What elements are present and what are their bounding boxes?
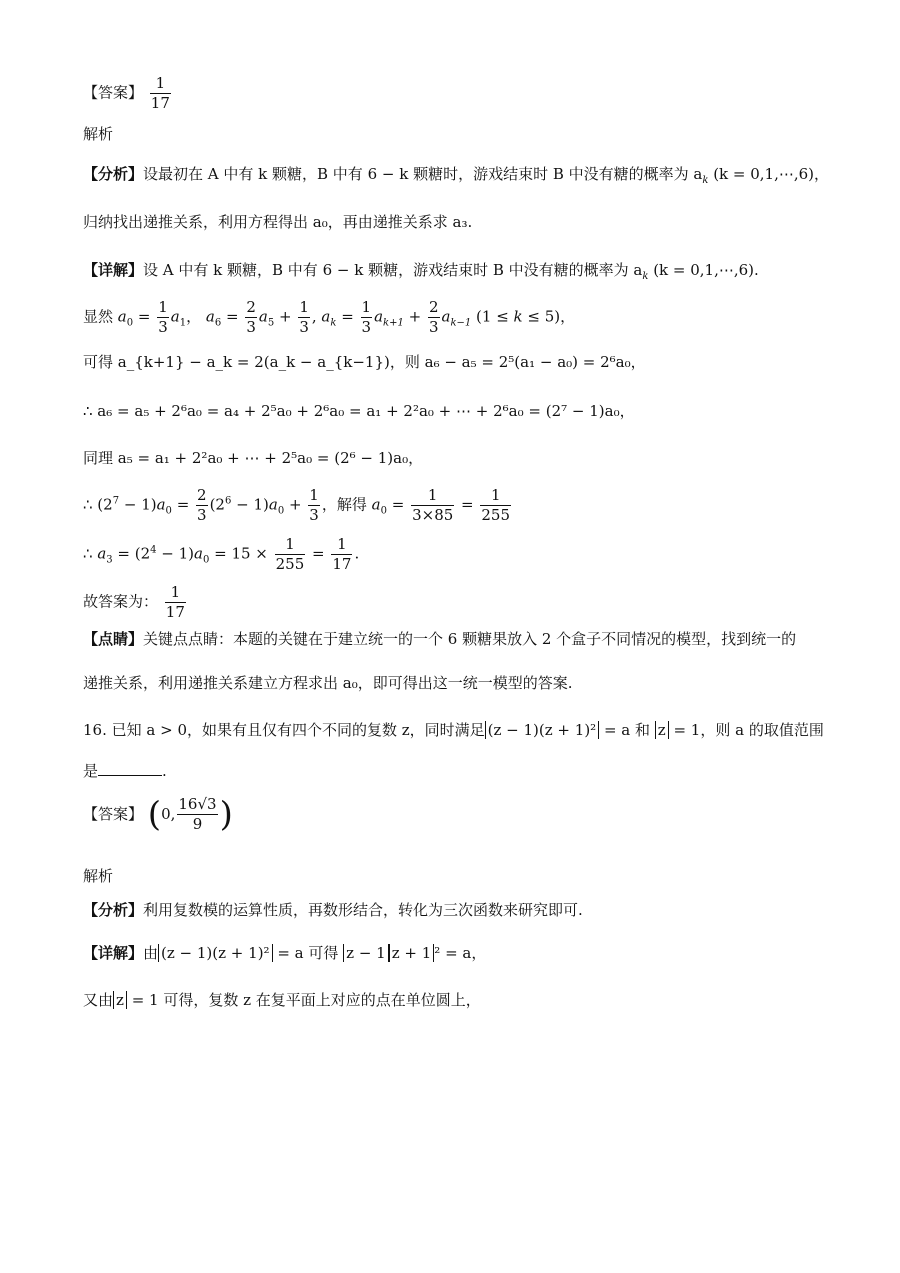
q15-answer-line [83, 76, 173, 111]
q15-eq-kede: 可得 a_{k+1} − a_k = 2(a_k − a_{k−1})，则 a₆ − a₅ = 2⁵(a₁ − a₀) = 2⁶a₀， [83, 353, 646, 371]
q16-answer-line: 【答案】 (0, $\frac{16√3}{9}$ ) [83, 794, 233, 835]
q15-analysis-heading: 解析 [83, 125, 114, 143]
q16-stem-line1: 16. 已知 a > 0，如果有且仅有四个不同的复数 z，同时满足 (z − 1)(z + 1)² = a 和 z = 1，则 a 的取值范围 [83, 721, 824, 739]
q15-final-answer: 故答案为： $\frac{1}{17}$ [83, 583, 185, 621]
q15-eq-a3: ∴ $a_3 = (2^4 - 1)a_0 = 15$ × $\frac{1}{255}$ = $\frac{1}{17}$ . [83, 535, 360, 573]
q16-xiangjie-line: 【详解】由 (z − 1)(z + 1)² = a 可得 z − 1 z + 1 ² = a， [83, 944, 487, 962]
q16-stem-line2: 是 . [83, 762, 167, 780]
q16-analysis-heading: 解析 [83, 867, 114, 885]
q15-eq-jiede: ∴ $(2^7 - 1)a_0$ = $\frac{2}{3}$ $(2^6 - 1)a_0$ + $\frac{1}{3}$ ，解得 $a_0$ = $\frac{1}{3\times 85}$ = $\frac{1}{255}$ [83, 486, 511, 524]
answer-fraction: $\frac{1}{17}$ [150, 74, 170, 112]
q15-dianjing-line2: 递推关系，利用递推关系建立方程求出 a₀，即可得出这一统一模型的答案. [83, 674, 573, 692]
q15-eq-xianran: 显然 $a_0$ = $\frac{1}{3}$ $a_1$， $a_6$ = $\frac{2}{3}$ $a_5$ + $\frac{1}{3}$ , $a_k$ = $\frac{1}{3}$ $a_{k+1}$ + $\frac{2}{3}$ $a_{k-1}$ (1 ≤ k ≤ 5)， [83, 298, 576, 336]
q15-eq-tongli: 同理 a₅ = a₁ + 2²a₀ + ⋯ + 2⁵a₀ = (2⁶ − 1)a₀， [83, 449, 424, 467]
q15-xiangjie-line1: 【详解】设 A 中有 k 颗糖，B 中有 6 − k 颗糖，游戏结束时 B 中没有糖的概率为 $a_k$ (k = 0,1,⋯,6). [83, 261, 759, 282]
answer-label: 【答案】 [83, 83, 144, 102]
q16-fenxi-line: 【分析】利用复数模的运算性质，再数形结合，转化为三次函数来研究即可. [83, 901, 583, 919]
q16-last-line: 又由 z = 1 可得，复数 z 在复平面上对应的点在单位圆上， [83, 991, 481, 1009]
q15-dianjing-line1: 【点睛】关键点点睛：本题的关键在于建立统一的一个 6 颗糖果放入 2 个盒子不同情况的模型，找到统一的 [83, 630, 797, 648]
answer-blank [98, 763, 162, 776]
q15-fenxi-line2: 归纳找出递推关系，利用方程得出 a₀，再由递推关系求 a₃. [83, 213, 473, 231]
q15-eq-therefore1: ∴ a₆ = a₅ + 2⁶a₀ = a₄ + 2⁵a₀ + 2⁶a₀ = a₁ + 2²a₀ + ⋯ + 2⁶a₀ = (2⁷ − 1)a₀， [83, 402, 635, 420]
q15-fenxi-line1: 【分析】设最初在 A 中有 k 颗糖，B 中有 6 − k 颗糖时，游戏结束时 B 中没有糖的概率为 $a_k$ (k = 0,1,⋯,6)， [83, 165, 830, 186]
